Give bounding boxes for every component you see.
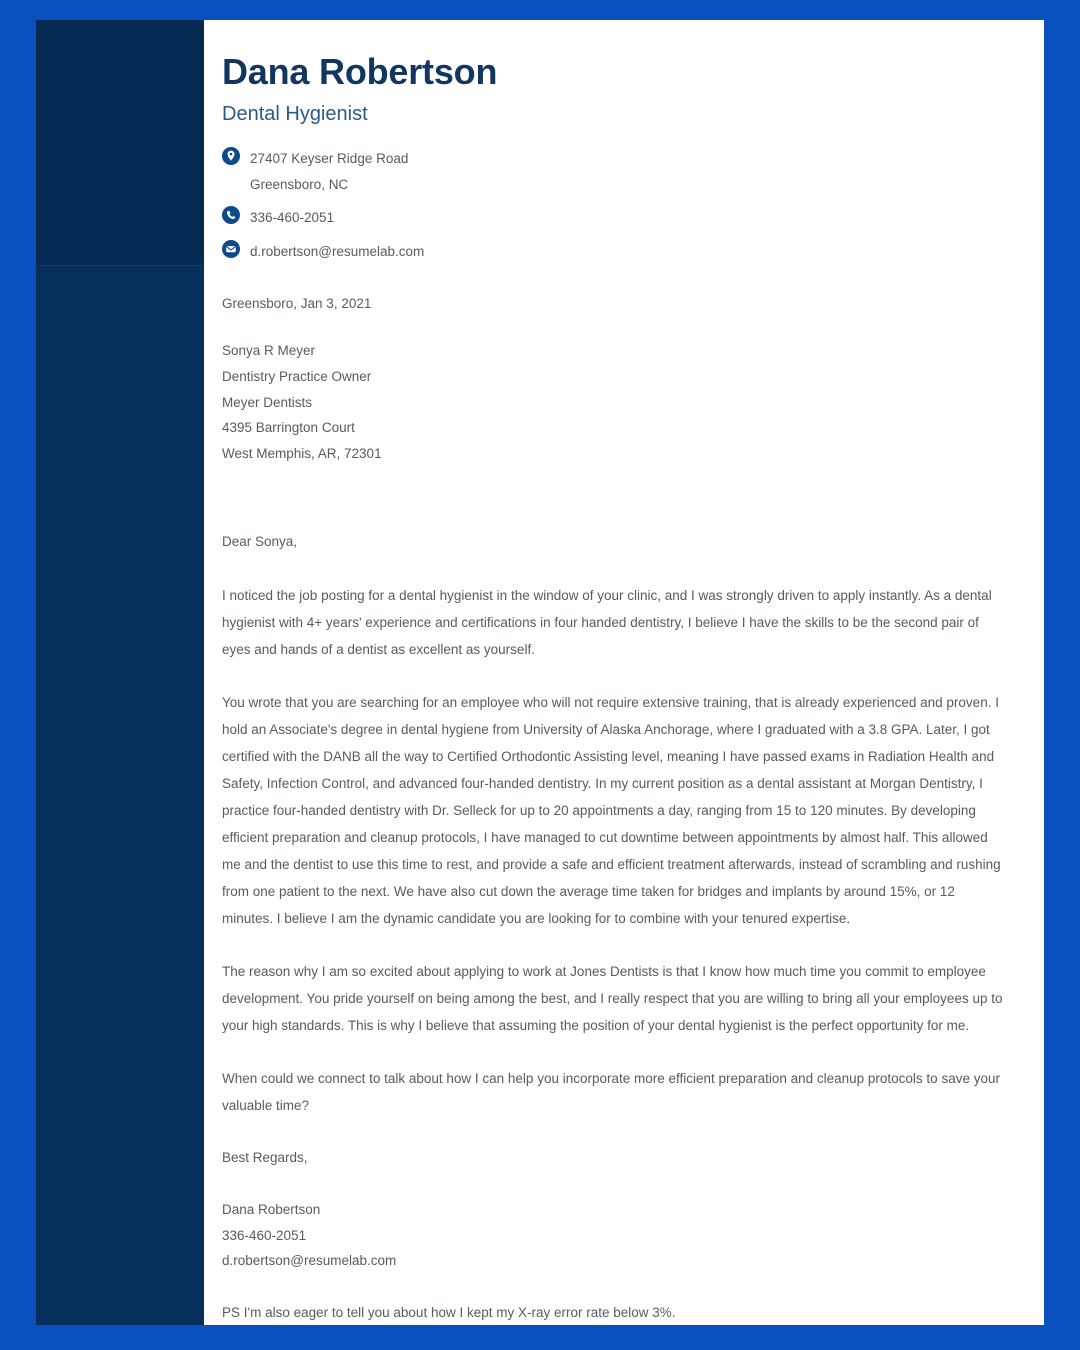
- body-paragraph-3: The reason why I am so excited about applying to work at Jones Dentists is that I know how much time you commit to employee development. You pride yourself on being among the best, and I really respect that you are willing to bring all your employees up to your high standards. This is why I believe that assuming the position of your dental hygienist is the perfect opportunity for me.: [222, 964, 1003, 1034]
- envelope-icon: [222, 240, 240, 258]
- recipient-street: 4395 Barrington Court: [222, 420, 355, 436]
- signature-email: d.robertson@resumelab.com: [222, 1253, 397, 1269]
- contact-address-line1: 27407 Keyser Ridge Road: [250, 150, 409, 166]
- contact-list: [222, 146, 1004, 265]
- contact-row-address: [222, 146, 1004, 199]
- recipient-title: Dentistry Practice Owner: [222, 369, 372, 385]
- signature-phone: 336-460-2051: [222, 1227, 307, 1243]
- body-paragraph-1: I noticed the job posting for a dental hygienist in the window of your clinic, and I was strongly driven to apply instantly. As a dental hygienist with 4+ years' experience and certifications in four handed dentistry, I believe I have the skills to be the second pair of eyes and hands of a dentist as excellent as yourself.: [222, 588, 992, 658]
- phone-icon: [222, 206, 240, 224]
- recipient-company: Meyer Dentists: [222, 394, 313, 410]
- contact-phone: 336-460-2051: [250, 210, 335, 226]
- applicant-name: Dana Robertson: [222, 51, 498, 92]
- recipient-name: Sonya R Meyer: [222, 343, 316, 359]
- contact-address-line2: Greensboro, NC: [250, 176, 349, 192]
- contact-email: d.robertson@resumelab.com: [250, 243, 425, 259]
- letter-content: [204, 20, 1044, 1325]
- contact-address: [250, 146, 408, 199]
- recipient-city: West Memphis, AR, 72301: [222, 446, 382, 462]
- salutation: Dear Sonya,: [222, 533, 298, 549]
- body-paragraph-2: You wrote that you are searching for an employee who will not require extensive training, that is already experienced and proven. I hold an Associate's degree in dental hygiene from University of Alaska Anchorage, where I graduated with a 3.8 GPA. Later, I got certified with the DANB all the way to Certified Orthodontic Assisting level, meaning I have passed exams in Radiation Health and Safety, Infection Control, and advanced four-handed dentistry. In my current position as a dental assistant at Morgan Dentistry, I practice four-handed dentistry with Dr. Selleck for up to 20 appointments a day, ranging from 15 to 120 minutes. By developing efficient preparation and cleanup protocols, I have managed to cut downtime between appointments by almost half. This allowed me and the dentist to use this time to rest, and provide a safe and efficient treatment afterwards, instead of scrambling and rushing from one patient to the next. We have also cut down the average time taken for bridges and implants by around 15%, or 12 minutes. I believe I am the dynamic candidate you are looking for to combine with your tenured expertise.: [222, 695, 1001, 927]
- sidebar: [36, 20, 204, 1325]
- signature-block: [222, 1197, 1004, 1274]
- sidebar-band-bottom: [36, 266, 204, 1325]
- body-paragraph-4: When could we connect to talk about how I can help you incorporate more efficient preparation and cleanup protocols to save your valuable time?: [222, 1071, 1000, 1114]
- sidebar-band-top: [36, 20, 204, 265]
- contact-row-email: [222, 239, 1004, 265]
- signature-name: Dana Robertson: [222, 1201, 321, 1217]
- recipient-block: [222, 338, 1004, 466]
- postscript: PS I'm also eager to tell you about how I kept my X-ray error rate below 3%.: [222, 1304, 676, 1320]
- signoff: Best Regards,: [222, 1150, 308, 1166]
- map-pin-icon: [222, 147, 240, 165]
- cover-letter-document: [36, 20, 1044, 1325]
- date-line: Greensboro, Jan 3, 2021: [222, 295, 372, 311]
- contact-row-phone: [222, 205, 1004, 231]
- letter-meta: [222, 291, 1004, 467]
- applicant-job-title: Dental Hygienist: [222, 102, 368, 125]
